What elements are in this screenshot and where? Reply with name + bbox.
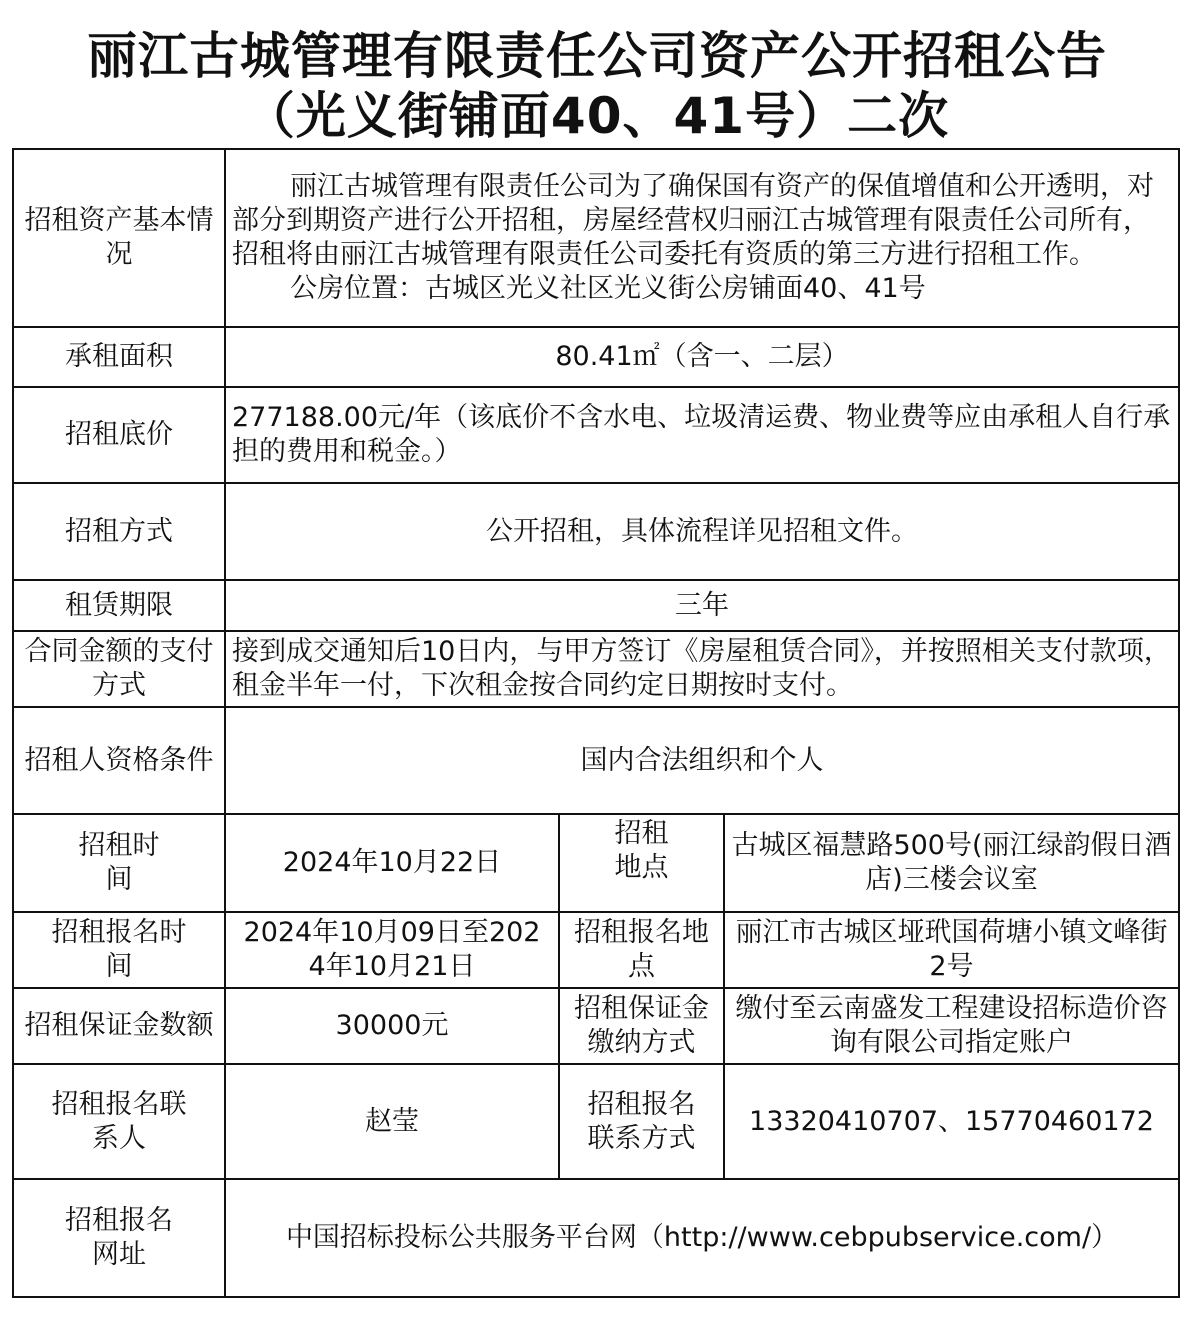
row-registration bbox=[13, 912, 1179, 988]
value-time: 2024年10月22日 bbox=[225, 814, 559, 912]
value-deposit-amount: 30000元 bbox=[225, 988, 559, 1064]
label-time: 招租时间 bbox=[13, 814, 225, 912]
value-basic-info bbox=[225, 149, 1179, 327]
row-price bbox=[13, 387, 1179, 483]
label-term: 租赁期限 bbox=[13, 580, 225, 631]
label-contact-person: 招租报名联系人 bbox=[13, 1064, 225, 1179]
basic-info-paragraph: 丽江古城管理有限责任公司为了确保国有资产的保值增值和公开透明，对部分到期资产进行公开招租，房屋经营权归丽江古城管理有限责任公司所有，招租将由丽江古城管理有限责任公司委托有资质的第三方进行招租工作。 bbox=[232, 171, 1154, 270]
row-area bbox=[13, 327, 1179, 387]
value-payment: 接到成交通知后10日内，与甲方签订《房屋租赁合同》，并按照相关支付款项，租金半年一付，下次租金按合同约定日期按时支付。 bbox=[225, 631, 1179, 707]
value-website: 中国招标投标公共服务平台网（http://www.cebpubservice.com/） bbox=[225, 1179, 1179, 1297]
value-qualification: 国内合法组织和个人 bbox=[225, 707, 1179, 814]
row-basic-info bbox=[13, 149, 1179, 327]
label-method: 招租方式 bbox=[13, 483, 225, 580]
value-contact-method: 13320410707、15770460172 bbox=[724, 1064, 1179, 1179]
value-term: 三年 bbox=[225, 580, 1179, 631]
label-qualification: 招租人资格条件 bbox=[13, 707, 225, 814]
label-payment: 合同金额的支付方式 bbox=[13, 631, 225, 707]
label-area: 承租面积 bbox=[13, 327, 225, 387]
notice-title-line2: （光义街铺面40、41号）二次 bbox=[244, 87, 950, 145]
row-website bbox=[13, 1179, 1179, 1297]
label-registration-time: 招租报名时间 bbox=[13, 912, 225, 988]
row-method bbox=[13, 483, 1179, 580]
value-price: 277188.00元/年（该底价不含水电、垃圾清运费、物业费等应由承租人自行承担的费用和税金。） bbox=[225, 387, 1179, 483]
row-qualification bbox=[13, 707, 1179, 814]
label-deposit-amount: 招租保证金数额 bbox=[13, 988, 225, 1064]
property-location: 公房位置：古城区光义社区光义街公房铺面40、41号 bbox=[290, 273, 926, 304]
value-contact-person: 赵莹 bbox=[225, 1064, 559, 1179]
label-deposit-method: 招租保证金缴纳方式 bbox=[559, 988, 724, 1064]
row-payment bbox=[13, 631, 1179, 707]
value-method: 公开招租，具体流程详见招租文件。 bbox=[225, 483, 1179, 580]
value-location: 古城区福慧路500号(丽江绿韵假日酒店)三楼会议室 bbox=[724, 814, 1179, 912]
label-basic-info: 招租资产基本情况 bbox=[13, 149, 225, 327]
row-contact bbox=[13, 1064, 1179, 1179]
value-registration-time: 2024年10月09日至2024年10月21日 bbox=[225, 912, 559, 988]
notice-table bbox=[12, 148, 1180, 1298]
label-registration-location: 招租报名地点 bbox=[559, 912, 724, 988]
label-location: 招租地点 bbox=[559, 814, 724, 912]
label-contact-method: 招租报名联系方式 bbox=[559, 1064, 724, 1179]
value-area: 80.41㎡（含一、二层） bbox=[225, 327, 1179, 387]
notice-title-line1: 丽江古城管理有限责任公司资产公开招租公告 bbox=[87, 27, 1107, 85]
row-term bbox=[13, 580, 1179, 631]
row-deposit bbox=[13, 988, 1179, 1064]
value-registration-location: 丽江市古城区垭玳国荷塘小镇文峰街2号 bbox=[724, 912, 1179, 988]
row-time bbox=[13, 814, 1179, 912]
value-deposit-method: 缴付至云南盛发工程建设招标造价咨询有限公司指定账户 bbox=[724, 988, 1179, 1064]
label-price: 招租底价 bbox=[13, 387, 225, 483]
label-website: 招租报名网址 bbox=[13, 1179, 225, 1297]
